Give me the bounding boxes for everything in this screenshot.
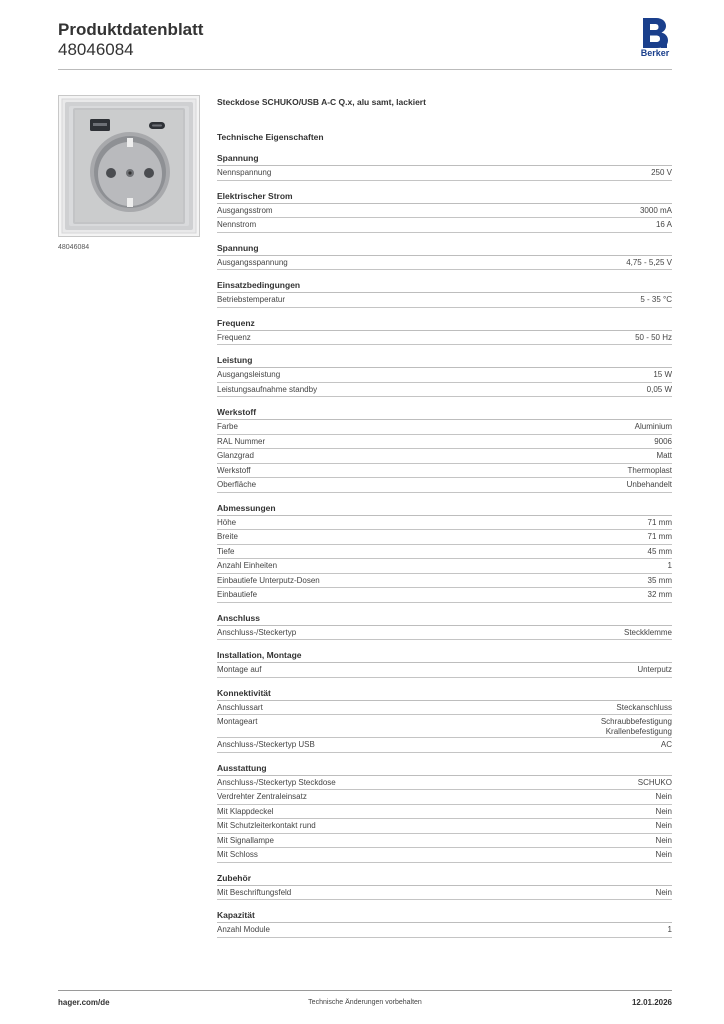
spec-row [217,516,672,531]
spec-section-title: Spannung [217,242,672,256]
spec-row [217,204,672,219]
spec-row [217,819,672,834]
spec-value: 3000 mA [639,205,672,215]
spec-value: Nein [655,792,672,801]
spec-row [217,530,672,545]
spec-value: Nein [655,850,672,859]
product-image [58,95,200,237]
spec-section [217,502,672,603]
spec-section-title: Leistung [217,354,672,368]
spec-label: Anschlussart [217,702,263,712]
spec-section-title: Spannung [217,152,672,166]
spec-label: Oberfläche [217,480,257,489]
spec-value: 45 mm [647,546,672,556]
spec-row [217,848,672,863]
spec-value: AC [660,740,672,749]
spec-section-title: Elektrischer Strom [217,190,672,204]
spec-label: Montageart [217,717,258,726]
spec-section [217,872,672,901]
footer-divider [58,990,672,991]
spec-row [217,715,672,738]
spec-section [217,762,672,863]
spec-label: Mit Beschriftungsfeld [217,887,292,897]
spec-row [217,545,672,560]
spec-value: Matt [656,451,672,460]
spec-row [217,368,672,383]
spec-value: SCHUKO [637,777,672,787]
spec-value: 5 - 35 °C [640,295,672,304]
page-header [58,20,672,68]
spec-label: Anzahl Einheiten [217,561,278,570]
spec-label: Ausgangsstrom [217,205,273,215]
logo-wordmark: Berker [640,48,670,58]
spec-row [217,738,672,753]
spec-row [217,776,672,791]
spec-value: Nein [655,835,672,845]
spec-row [217,923,672,938]
spec-row [217,790,672,805]
spec-value: 9006 [654,436,672,446]
spec-row [217,886,672,901]
spec-section [217,317,672,346]
spec-section-title: Anschluss [217,612,672,626]
spec-label: Höhe [217,517,237,527]
spec-label: Einbautiefe [217,590,258,599]
spec-section-title: Kapazität [217,909,672,923]
berker-logo [638,16,672,58]
spec-section [217,190,672,233]
spec-label: Glanzgrad [217,451,254,460]
spec-section-title: Einsatzbedingungen [217,279,672,293]
spec-label: Montage auf [217,665,262,674]
footer-notice: Technische Änderungen vorbehalten [308,999,422,1006]
spec-section-list [217,152,672,938]
spec-value: Aluminium [634,422,672,431]
spec-label: Mit Klappdeckel [217,806,274,816]
spec-section-title: Konnektivität [217,687,672,701]
spec-section [217,279,672,308]
spec-row [217,166,672,181]
spec-section-title: Abmessungen [217,502,672,516]
spec-label: Anschluss-/Steckertyp USB [217,740,315,749]
spec-label: Einbautiefe Unterputz-Dosen [217,575,320,585]
spec-value: 71 mm [647,532,672,541]
spec-value: 250 V [651,168,672,177]
product-name: Steckdose SCHUKO/USB A-C Q.x, alu samt, lackiert [217,97,426,107]
spec-label: Anschluss-/Steckertyp Steckdose [217,777,336,787]
spec-value: Thermoplast [627,465,672,475]
spec-label: Nennspannung [217,168,272,177]
spec-section [217,612,672,641]
spec-section [217,406,672,493]
spec-value: 4,75 - 5,25 V [626,257,672,267]
spec-value-line: Schraubbefestigung [600,717,672,726]
spec-label: Mit Schutzleiterkontakt rund [217,821,316,830]
spec-section [217,242,672,271]
footer-website: hager.com/de [58,998,110,1007]
spec-label: Nennstrom [217,220,257,229]
spec-value: 1 [667,561,672,570]
spec-row [217,383,672,398]
spec-section-title: Zubehör [217,872,672,886]
spec-section [217,649,672,678]
spec-row [217,218,672,233]
spec-row [217,559,672,574]
spec-row [217,574,672,589]
spec-section [217,354,672,397]
page-footer [58,998,672,1010]
spec-value-line: Krallenbefestigung [605,727,672,736]
spec-row [217,626,672,641]
product-image-caption: 48046084 [58,244,90,251]
spec-value: Unterputz [637,665,672,674]
document-number: 48046084 [58,40,134,59]
spec-value: Nein [655,806,672,816]
spec-label: Ausgangsspannung [217,257,288,267]
spec-value [601,717,672,737]
spec-value: 50 - 50 Hz [635,332,672,342]
spec-value: Nein [655,887,672,897]
spec-label: Farbe [217,422,238,431]
spec-value: 15 W [653,370,672,379]
spec-value: 16 A [655,220,672,229]
spec-section-title: Werkstoff [217,406,672,420]
spec-row [217,256,672,271]
socket-illustration [59,96,199,236]
spec-section [217,909,672,938]
spec-label: Betriebstemperatur [217,295,286,304]
spec-row [217,420,672,435]
spec-row [217,435,672,450]
spec-label: Ausgangsleistung [217,370,281,379]
technical-properties-heading: Technische Eigenschaften [217,132,324,142]
spec-label: Mit Schloss [217,850,258,859]
spec-value: 35 mm [647,575,672,585]
spec-value: 71 mm [647,517,672,527]
spec-row [217,293,672,308]
spec-label: Tiefe [217,546,235,556]
spec-row [217,464,672,479]
spec-value: Steckanschluss [616,702,672,712]
spec-row [217,331,672,346]
header-divider [58,69,672,70]
spec-label: Breite [217,532,238,541]
spec-label: Leistungsaufnahme standby [217,384,318,394]
spec-label: Anzahl Module [217,925,270,934]
spec-value: 32 mm [647,590,672,599]
spec-value: 1 [667,925,672,934]
spec-section-title: Frequenz [217,317,672,331]
spec-label: Frequenz [217,332,251,342]
document-title: Produktdatenblatt [58,20,204,39]
spec-label: Anschluss-/Steckertyp [217,627,297,637]
spec-section-title: Installation, Montage [217,649,672,663]
footer-date: 12.01.2026 [631,998,672,1007]
spec-row [217,478,672,493]
spec-value: Unbehandelt [626,480,672,489]
spec-label: Werkstoff [217,465,251,475]
spec-section-title: Ausstattung [217,762,672,776]
spec-value: Nein [655,821,672,830]
spec-row [217,449,672,464]
spec-section [217,152,672,181]
spec-label: Mit Signallampe [217,835,274,845]
spec-label: Verdrehter Zentraleinsatz [217,792,307,801]
spec-section [217,687,672,753]
spec-row [217,805,672,820]
spec-row [217,663,672,678]
spec-value: Steckklemme [623,627,672,637]
spec-row [217,588,672,603]
spec-row [217,701,672,716]
spec-label: RAL Nummer [217,436,266,446]
spec-panel [217,96,672,938]
berker-logo-icon [639,16,671,50]
spec-row [217,834,672,849]
spec-value: 0,05 W [646,384,672,394]
